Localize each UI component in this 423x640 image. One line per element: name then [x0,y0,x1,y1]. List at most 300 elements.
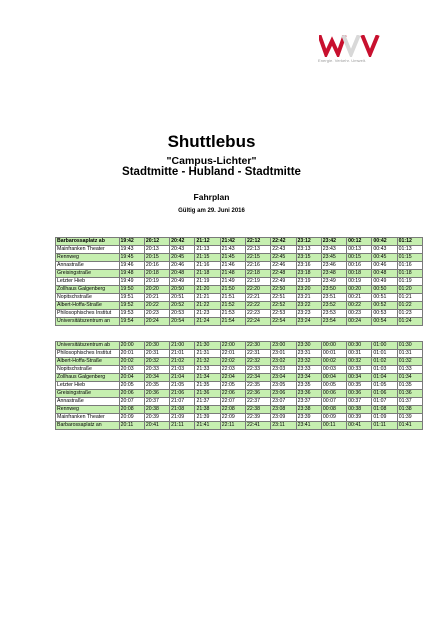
event-subtitle: "Campus-Lichter" [166,155,257,167]
departure-time: 20:00 [119,342,144,350]
stop-name: Greisingstraße [56,390,120,398]
departure-time: 21:51 [220,294,245,302]
departure-time: 23:38 [296,406,321,414]
departure-time: 23:51 [321,294,346,302]
departure-time: 20:09 [119,414,144,422]
departure-time: 21:36 [195,390,220,398]
table-row [56,406,423,414]
departure-time: 23:00 [271,342,296,350]
wvv-logo-mark [319,35,384,57]
departure-time: 01:39 [397,414,422,422]
departure-time: 21:03 [170,366,195,374]
departure-time: 21:01 [170,350,195,358]
departure-time: 22:36 [246,390,271,398]
departure-time: 22:01 [220,350,245,358]
departure-time: 00:36 [347,390,372,398]
departure-time: 23:12 [296,238,321,246]
departure-time: 22:31 [246,350,271,358]
departure-time: 20:12 [144,238,169,246]
departure-time: 23:22 [296,302,321,310]
departure-time: 23:05 [271,382,296,390]
departure-time: 00:54 [372,318,397,326]
table-row [56,302,423,310]
timetable-outbound [55,237,423,326]
departure-time: 21:42 [220,238,245,246]
departure-time: 19:43 [119,246,144,254]
stop-name: Annastraße [56,262,120,270]
stop-name: Rennweg [56,406,120,414]
departure-time: 23:04 [271,374,296,382]
departure-time: 00:34 [347,374,372,382]
departure-time: 20:49 [170,278,195,286]
departure-time: 20:11 [119,422,144,430]
departure-time: 01:33 [397,366,422,374]
stop-name: Nopitschstraße [56,366,120,374]
departure-time: 00:46 [372,262,397,270]
departure-time: 22:52 [271,302,296,310]
departure-time: 23:35 [296,382,321,390]
table-row [56,278,423,286]
stop-name: Universitätszentrum an [56,318,120,326]
table-row [56,390,423,398]
departure-time: 19:54 [119,318,144,326]
departure-time: 21:22 [195,302,220,310]
stop-name: Albert-Hoffa-Straße [56,358,120,366]
departure-time: 23:30 [296,342,321,350]
departure-time: 20:35 [144,382,169,390]
departure-time: 01:34 [397,374,422,382]
departure-time: 01:13 [397,246,422,254]
departure-time: 19:48 [119,270,144,278]
departure-time: 21:15 [195,254,220,262]
departure-time: 21:32 [195,358,220,366]
departure-time: 23:20 [296,286,321,294]
departure-time: 23:06 [271,390,296,398]
table-row [56,358,423,366]
departure-time: 00:11 [321,422,346,430]
departure-time: 23:54 [321,318,346,326]
departure-time: 23:18 [296,270,321,278]
departure-time: 23:24 [296,318,321,326]
departure-time: 20:05 [119,382,144,390]
departure-time: 00:38 [347,406,372,414]
departure-time: 00:45 [372,254,397,262]
departure-time: 00:03 [321,366,346,374]
departure-time: 21:33 [195,366,220,374]
departure-time: 01:09 [372,414,397,422]
departure-time: 22:34 [246,374,271,382]
schedule-label: Fahrplan [193,192,230,202]
departure-time: 20:50 [170,286,195,294]
departure-time: 01:07 [372,398,397,406]
logo-v2-shape [363,37,377,54]
departure-time: 20:32 [144,358,169,366]
departure-time: 20:45 [170,254,195,262]
departure-time: 01:06 [372,390,397,398]
departure-time: 21:21 [195,294,220,302]
departure-time: 22:02 [220,358,245,366]
departure-time: 22:33 [246,366,271,374]
departure-time: 00:42 [372,238,397,246]
departure-time: 19:51 [119,294,144,302]
departure-time: 00:24 [347,318,372,326]
table-row [56,318,423,326]
departure-time: 00:06 [321,390,346,398]
departure-time: 21:13 [195,246,220,254]
departure-time: 22:21 [245,294,270,302]
departure-time: 19:53 [119,310,144,318]
departure-time: 23:41 [296,422,321,430]
departure-time: 01:03 [372,366,397,374]
departure-time: 01:36 [397,390,422,398]
departure-time: 01:04 [372,374,397,382]
departure-time: 22:46 [271,262,296,270]
departure-time: 21:31 [195,350,220,358]
departure-time: 20:20 [144,286,169,294]
table-row [56,254,423,262]
departure-time: 00:39 [347,414,372,422]
departure-time: 20:30 [144,342,169,350]
departure-time: 21:50 [220,286,245,294]
departure-time: 00:05 [321,382,346,390]
departure-time: 22:08 [220,406,245,414]
departure-time: 23:46 [321,262,346,270]
stop-name: Philosophisches Institut [56,350,120,358]
departure-time: 22:37 [246,398,271,406]
departure-time: 19:46 [119,262,144,270]
departure-time: 20:36 [144,390,169,398]
departure-time: 00:18 [347,270,372,278]
departure-time: 19:42 [119,238,144,246]
departure-time: 21:30 [195,342,220,350]
departure-time: 22:09 [220,414,245,422]
departure-time: 20:08 [119,406,144,414]
departure-time: 00:35 [347,382,372,390]
departure-time: 21:39 [195,414,220,422]
departure-time: 01:31 [397,350,422,358]
departure-time: 23:02 [271,358,296,366]
departure-time: 20:34 [144,374,169,382]
stop-name: Mainfranken Theater [56,414,120,422]
table-row [56,270,423,278]
departure-time: 00:23 [347,310,372,318]
departure-time: 20:33 [144,366,169,374]
departure-time: 21:19 [195,278,220,286]
stop-name: Barbarossaplatz ab [56,238,120,246]
logo-tagline: Energie. Verkehr. Umwelt. [318,58,367,63]
departure-time: 22:43 [271,246,296,254]
departure-time: 23:42 [321,238,346,246]
departure-time: 20:18 [144,270,169,278]
departure-time: 21:16 [195,262,220,270]
departure-time: 22:32 [246,358,271,366]
departure-time: 00:32 [347,358,372,366]
departure-time: 21:24 [195,318,220,326]
departure-time: 00:01 [321,350,346,358]
departure-time: 22:04 [220,374,245,382]
departure-time: 23:13 [296,246,321,254]
departure-time: 19:50 [119,286,144,294]
departure-time: 20:13 [144,246,169,254]
departure-time: 01:02 [372,358,397,366]
stop-name: Nopitschstraße [56,294,120,302]
departure-time: 23:03 [271,366,296,374]
departure-time: 00:31 [347,350,372,358]
stop-name: Philosophisches Institut [56,310,120,318]
departure-time: 22:13 [245,246,270,254]
departure-time: 22:22 [245,302,270,310]
stop-name: Letzter Hieb [56,382,120,390]
departure-time: 22:38 [246,406,271,414]
departure-time: 22:20 [245,286,270,294]
departure-time: 22:23 [245,310,270,318]
page-title: Shuttlebus [167,132,256,151]
departure-time: 23:36 [296,390,321,398]
departure-time: 01:38 [397,406,422,414]
departure-time: 00:49 [372,278,397,286]
departure-time: 00:43 [372,246,397,254]
departure-time: 00:48 [372,270,397,278]
departure-time: 23:21 [296,294,321,302]
departure-time: 00:19 [347,278,372,286]
departure-time: 20:52 [170,302,195,310]
departure-time: 23:09 [271,414,296,422]
departure-time: 22:00 [220,342,245,350]
departure-time: 00:30 [347,342,372,350]
departure-time: 21:18 [195,270,220,278]
departure-time: 19:49 [119,278,144,286]
departure-time: 01:41 [397,422,422,430]
departure-time: 01:15 [397,254,422,262]
departure-time: 21:04 [170,374,195,382]
departure-time: 01:11 [372,422,397,430]
departure-time: 22:12 [245,238,270,246]
departure-time: 22:18 [245,270,270,278]
departure-time: 23:53 [321,310,346,318]
stop-name: Letzter Hieb [56,278,120,286]
stop-name: Rennweg [56,254,120,262]
departure-time: 23:15 [296,254,321,262]
departure-time: 22:15 [245,254,270,262]
departure-time: 21:23 [195,310,220,318]
departure-time: 00:50 [372,286,397,294]
departure-time: 20:24 [144,318,169,326]
departure-time: 21:46 [220,262,245,270]
departure-time: 20:53 [170,310,195,318]
departure-time: 22:35 [246,382,271,390]
departure-time: 22:30 [246,342,271,350]
stop-name: Albert-Hoffa-Straße [56,302,120,310]
departure-time: 01:21 [397,294,422,302]
departure-time: 21:20 [195,286,220,294]
departure-time: 22:19 [245,278,270,286]
table-row [56,310,423,318]
departure-time: 20:39 [144,414,169,422]
stop-name: Annastraße [56,398,120,406]
stop-name: Mainfranken Theater [56,246,120,254]
table-row [56,382,423,390]
wvv-logo [319,35,384,69]
departure-time: 22:51 [271,294,296,302]
departure-time: 20:43 [170,246,195,254]
table-row [56,246,423,254]
departure-time: 22:41 [246,422,271,430]
departure-time: 21:38 [195,406,220,414]
departure-time: 00:20 [347,286,372,294]
departure-time: 21:52 [220,302,245,310]
departure-time: 20:41 [144,422,169,430]
departure-time: 00:53 [372,310,397,318]
departure-time: 20:48 [170,270,195,278]
departure-time: 00:02 [321,358,346,366]
departure-time: 00:04 [321,374,346,382]
departure-time: 01:32 [397,358,422,366]
stop-name: Zollhaus Galgenberg [56,374,120,382]
departure-time: 22:42 [271,238,296,246]
departure-time: 00:37 [347,398,372,406]
table-row [56,414,423,422]
departure-time: 21:48 [220,270,245,278]
departure-time: 00:33 [347,366,372,374]
departure-time: 20:04 [119,374,144,382]
timetable-return [55,341,423,430]
departure-time: 20:15 [144,254,169,262]
departure-time: 22:16 [245,262,270,270]
departure-time: 20:06 [119,390,144,398]
departure-time: 23:23 [296,310,321,318]
departure-time: 21:09 [170,414,195,422]
departure-time: 20:07 [119,398,144,406]
table-row [56,342,423,350]
departure-time: 23:16 [296,262,321,270]
departure-time: 01:20 [397,286,422,294]
departure-time: 22:48 [271,270,296,278]
departure-time: 01:22 [397,302,422,310]
departure-time: 22:07 [220,398,245,406]
departure-time: 23:01 [271,350,296,358]
departure-time: 23:48 [321,270,346,278]
departure-time: 21:05 [170,382,195,390]
departure-time: 20:54 [170,318,195,326]
departure-time: 23:37 [296,398,321,406]
departure-time: 01:08 [372,406,397,414]
departure-time: 21:53 [220,310,245,318]
departure-time: 21:34 [195,374,220,382]
departure-time: 22:49 [271,278,296,286]
departure-time: 00:15 [347,254,372,262]
departure-time: 00:09 [321,414,346,422]
departure-time: 00:52 [372,302,397,310]
table-row [56,350,423,358]
departure-time: 20:21 [144,294,169,302]
departure-time: 00:22 [347,302,372,310]
departure-time: 22:54 [271,318,296,326]
table-row [56,262,423,270]
departure-time: 21:11 [170,422,195,430]
departure-time: 00:07 [321,398,346,406]
departure-time: 22:06 [220,390,245,398]
departure-time: 21:45 [220,254,245,262]
departure-time: 20:22 [144,302,169,310]
departure-time: 01:37 [397,398,422,406]
departure-time: 20:23 [144,310,169,318]
departure-time: 22:53 [271,310,296,318]
departure-time: 21:08 [170,406,195,414]
departure-time: 01:12 [397,238,422,246]
departure-time: 23:49 [321,278,346,286]
departure-time: 00:08 [321,406,346,414]
departure-time: 23:43 [321,246,346,254]
departure-time: 23:34 [296,374,321,382]
departure-time: 21:07 [170,398,195,406]
departure-time: 19:52 [119,302,144,310]
departure-time: 23:39 [296,414,321,422]
table-row [56,398,423,406]
departure-time: 01:00 [372,342,397,350]
departure-time: 01:01 [372,350,397,358]
departure-time: 20:46 [170,262,195,270]
stop-name: Greisingstraße [56,270,120,278]
departure-time: 23:32 [296,358,321,366]
stop-name: Universitätszentrum ab [56,342,120,350]
logo-w-shape [320,37,344,54]
departure-time: 21:00 [170,342,195,350]
table-row [56,366,423,374]
departure-time: 20:31 [144,350,169,358]
departure-time: 23:33 [296,366,321,374]
departure-time: 23:08 [271,406,296,414]
departure-time: 22:45 [271,254,296,262]
departure-time: 01:18 [397,270,422,278]
departure-time: 20:38 [144,406,169,414]
departure-time: 01:35 [397,382,422,390]
departure-time: 23:07 [271,398,296,406]
departure-time: 20:02 [119,358,144,366]
departure-time: 20:16 [144,262,169,270]
logo-v1-shape [344,37,358,54]
table-row [56,422,423,430]
departure-time: 21:43 [220,246,245,254]
route-title: Stadtmitte - Hubland - Stadtmitte [122,166,301,178]
table-row [56,294,423,302]
departure-time: 19:45 [119,254,144,262]
departure-time: 23:31 [296,350,321,358]
stop-name: Zollhaus Galgenberg [56,286,120,294]
departure-time: 22:03 [220,366,245,374]
departure-time: 01:30 [397,342,422,350]
table-row [56,286,423,294]
departure-time: 23:45 [321,254,346,262]
departure-time: 00:21 [347,294,372,302]
departure-time: 20:37 [144,398,169,406]
departure-time: 20:19 [144,278,169,286]
departure-time: 22:39 [246,414,271,422]
table-row [56,374,423,382]
departure-time: 01:05 [372,382,397,390]
departure-time: 21:49 [220,278,245,286]
departure-time: 22:24 [245,318,270,326]
departure-time: 22:11 [220,422,245,430]
departure-time: 23:19 [296,278,321,286]
departure-time: 23:50 [321,286,346,294]
departure-time: 20:01 [119,350,144,358]
departure-time: 01:19 [397,278,422,286]
departure-time: 00:13 [347,246,372,254]
departure-time: 22:05 [220,382,245,390]
departure-time: 21:06 [170,390,195,398]
stop-name: Barbarossaplatz an [56,422,120,430]
departure-time: 21:54 [220,318,245,326]
